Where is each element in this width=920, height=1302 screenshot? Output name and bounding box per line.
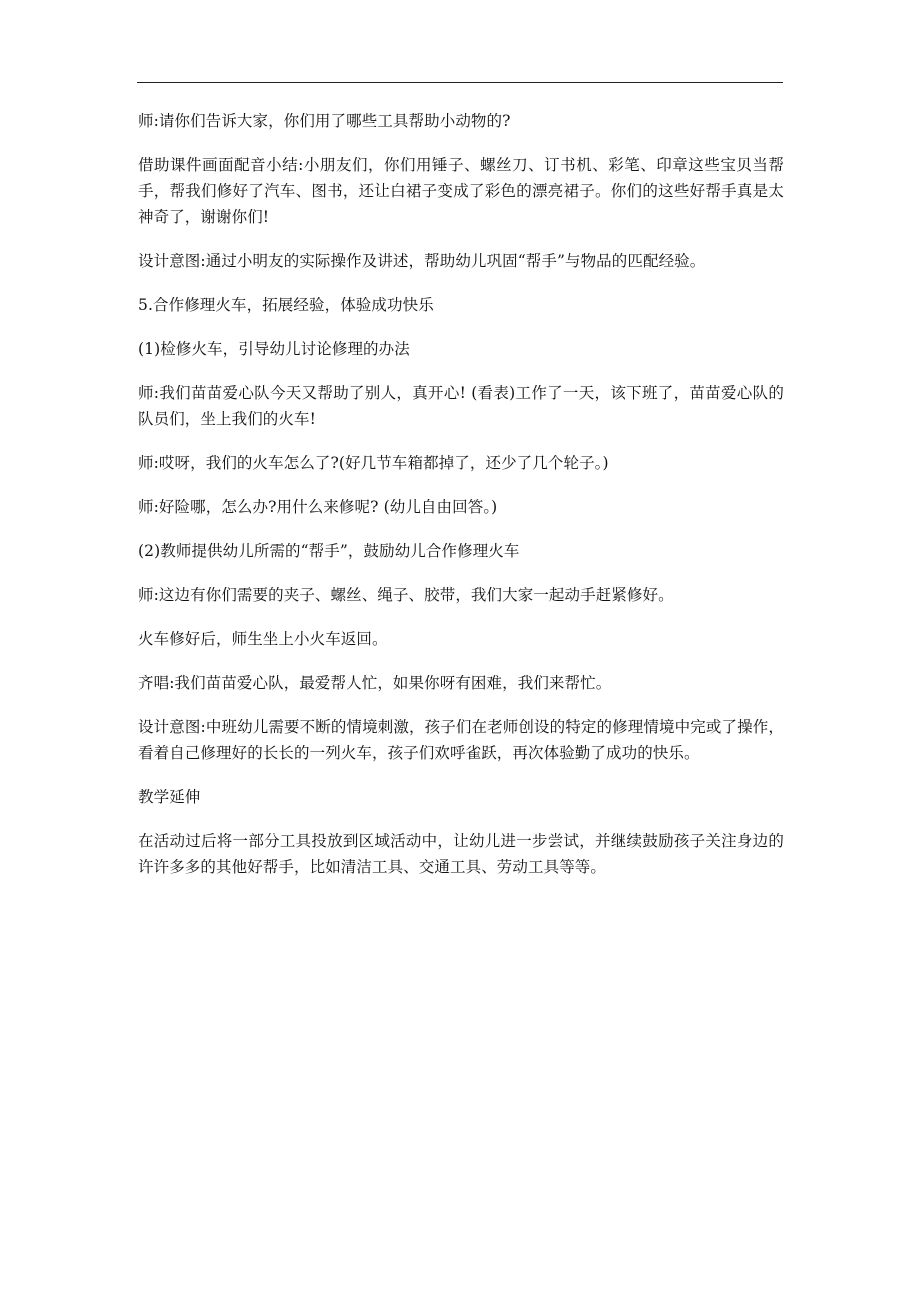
header-rule	[137, 82, 783, 83]
paragraph-chorus: 齐唱:我们苗苗爱心队，最爱帮人忙，如果你呀有困难，我们来帮忙。	[138, 674, 612, 692]
paragraph-design-intent-2: 设计意图:中班幼儿需要不断的情境刺激，孩子们在老师创设的特定的修理情境中完或了操作，看着自己修理好的长长的一列火车，孩子们欢呼雀跃，再次体验勤了成功的快乐。	[138, 718, 784, 762]
section-heading-repair-train: 5.合作修理火车，拓展经验，体验成功快乐	[138, 296, 434, 314]
paragraph-teacher-what-happened: 师:哎呀，我们的火车怎么了?(好几节车箱都掉了，还少了几个轮子。)	[138, 454, 609, 472]
subsection-heading-1: (1)检修火车，引导幼儿讨论修理的办法	[138, 340, 410, 358]
paragraph-teacher-tools: 师:这边有你们需要的夹子、螺丝、绳子、胶带，我们大家一起动手赶紧修好。	[138, 586, 674, 604]
paragraph-design-intent-1: 设计意图:通过小明友的实际操作及讲述，帮助幼儿巩固“帮手”与物品的匹配经验。	[138, 252, 706, 270]
paragraph-train-fixed: 火车修好后，师生坐上小火车返回。	[138, 630, 388, 648]
subsection-heading-2: (2)教师提供幼儿所需的“帮手”，鼓励幼儿合作修理火车	[138, 542, 520, 560]
paragraph-teacher-train: 师:我们苗苗爱心队今天又帮助了别人，真开心! (看表)工作了一天，该下班了，苗苗爱心队的队员们，坐上我们的火车!	[138, 384, 784, 428]
paragraph-summary: 借助课件画面配音小结:小朋友们，你们用锤子、螺丝刀、订书机、彩笔、印章这些宝贝当帮手，帮我们修好了汽车、图书，还让白裙子变成了彩色的漂亮裙子。你们的这些好帮手真是太神奇了，谢谢你们!	[138, 156, 784, 226]
paragraph-extension: 在活动过后将一部分工具投放到区域活动中，让幼儿进一步尝试，并继续鼓励孩子关注身边的许许多多的其他好帮手，比如清洁工具、交通工具、劳动工具等等。	[138, 832, 784, 876]
paragraph-teacher-how-fix: 师:好险哪，怎么办?用什么来修呢? (幼儿自由回答。)	[138, 498, 498, 516]
paragraph-teacher-question: 师:请你们告诉大家，你们用了哪些工具帮助小动物的?	[138, 112, 511, 130]
section-heading-extension: 教学延伸	[138, 788, 201, 806]
document-body	[138, 108, 784, 898]
